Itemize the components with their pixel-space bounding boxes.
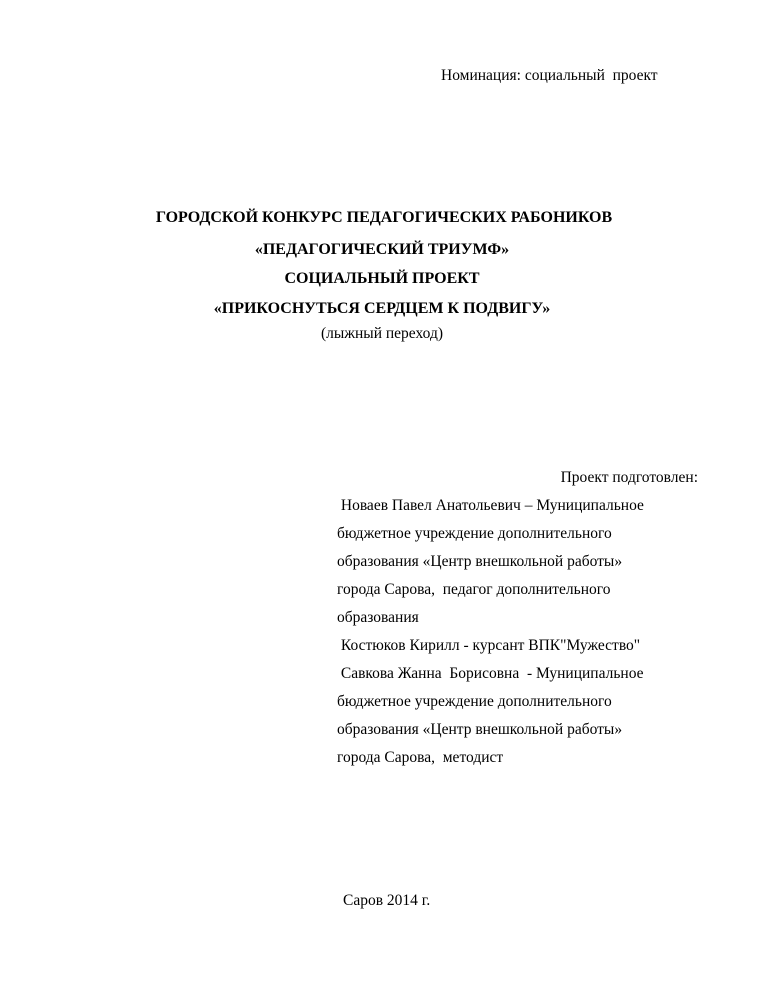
- author-line: образования «Центр внешкольной работы»: [337, 553, 623, 570]
- prepared-by-label: Проект подготовлен:: [560, 469, 698, 486]
- author-line: Новаев Павел Анатольевич – Муниципальное: [337, 497, 644, 514]
- title-line-contest: ГОРОДСКОЙ КОНКУРС ПЕДАГОГИЧЕСКИХ РАБОНИКОВ: [155, 209, 613, 226]
- author-line: города Сарова, педагог дополнительного: [337, 581, 611, 598]
- author-line: бюджетное учреждение дополнительного: [337, 525, 612, 542]
- title-line-project-name: «ПРИКОСНУТЬСЯ СЕРДЦЕМ К ПОДВИГУ»: [213, 300, 551, 317]
- author-line: города Сарова, методист: [337, 749, 504, 766]
- author-line: Савкова Жанна Борисовна - Муниципальное: [337, 665, 644, 682]
- subtitle: (лыжный переход): [320, 325, 443, 342]
- author-line: образования: [337, 609, 419, 626]
- author-line: Костюков Кирилл - курсант ВПК"Мужество": [337, 637, 641, 654]
- author-line: бюджетное учреждение дополнительного: [337, 693, 612, 710]
- footer-place-year: Саров 2014 г.: [343, 892, 431, 909]
- title-line-triumph: «ПЕДАГОГИЧЕСКИЙ ТРИУМФ»: [254, 241, 510, 258]
- title-line-social-project: СОЦИАЛЬНЫЙ ПРОЕКТ: [284, 270, 480, 287]
- nomination-text: Номинация: социальный проект: [441, 67, 658, 84]
- author-line: образования «Центр внешкольной работы»: [337, 721, 623, 738]
